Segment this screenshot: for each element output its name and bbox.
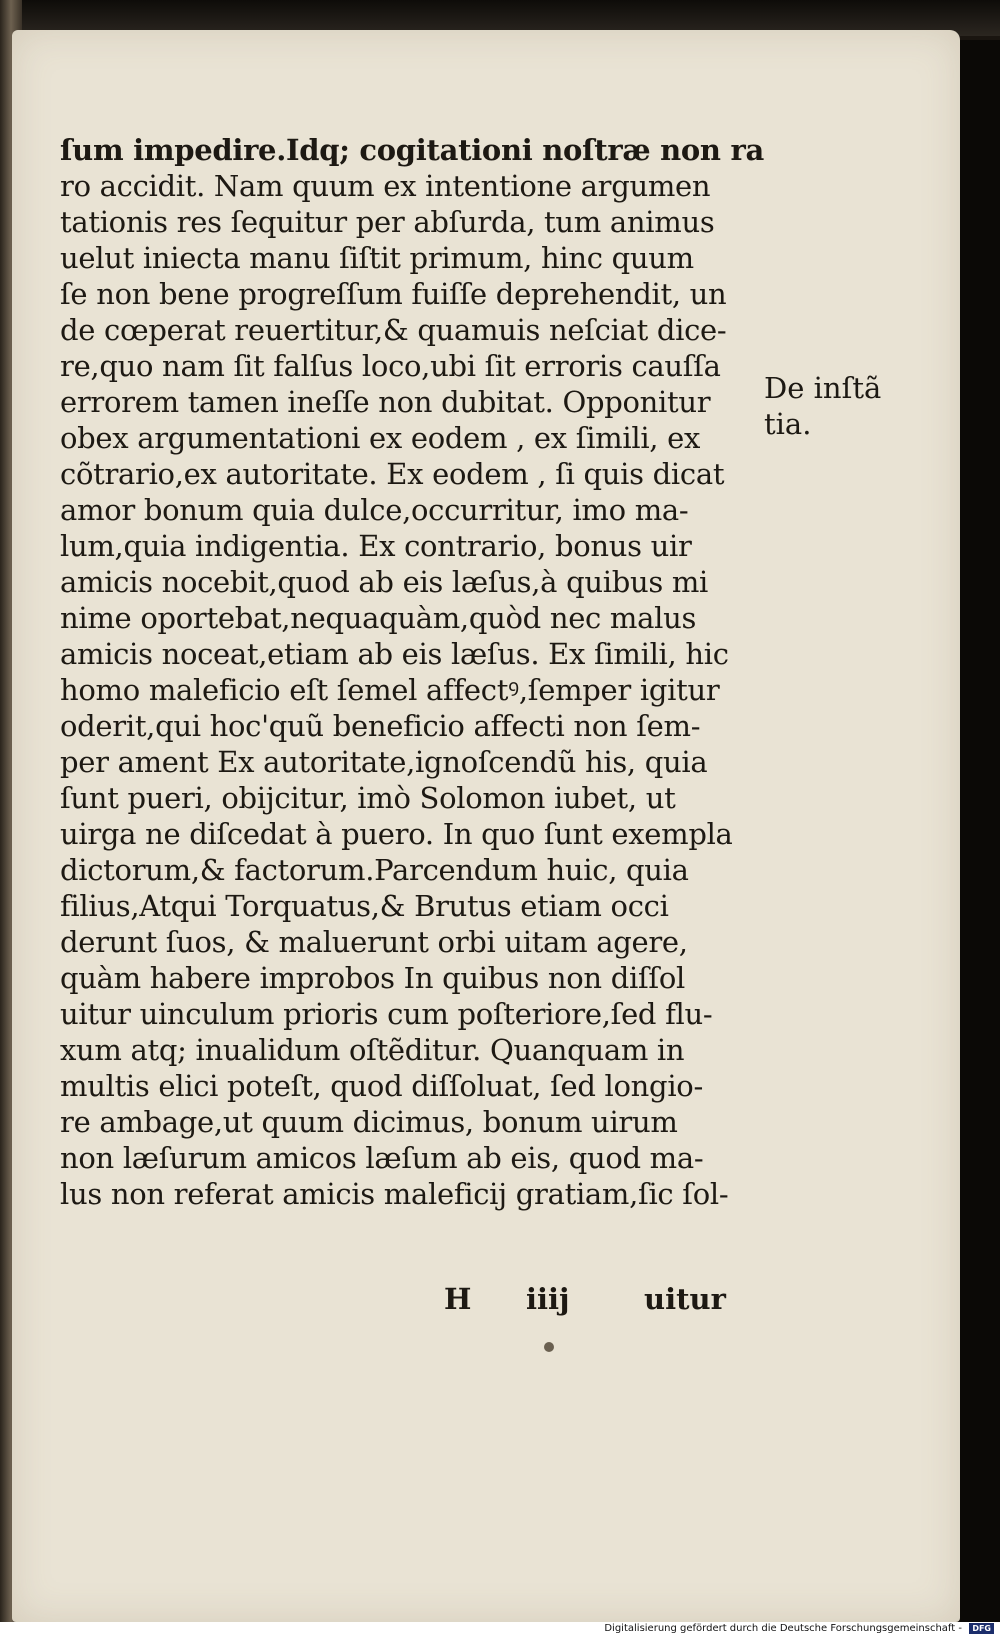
text-line: xum atq; inualidum oſtẽditur. Quanquam in [60, 1033, 685, 1067]
text-line: re ambage,ut quum dicimus, bonum uirum [60, 1105, 678, 1139]
text-line: amor bonum quia dulce,occurritur, imo ma- [60, 493, 689, 527]
text-line: ro accidit. Nam quum ex intentione argumen [60, 169, 711, 203]
margin-note-line: tia. [764, 407, 812, 441]
text-line: filius,Atqui Torquatus,& Brutus etiam occi [60, 889, 669, 923]
text-line: amicis nocebit,quod ab eis læſus,à quibus mi [60, 565, 709, 599]
text-line: uitur uinculum prioris cum poſteriore,ſed flu- [60, 997, 713, 1031]
text-line: homo maleficio eſt ſemel affectꝰ,ſemper igitur [60, 673, 720, 707]
signature-letter: H [444, 1282, 472, 1316]
text-line: per ament Ex autoritate,ignoſcendũ his, quia [60, 745, 708, 779]
text-line: obex argumentationi ex eodem , ex ſimili, ex [60, 421, 701, 455]
text-line: errorem tamen ineſſe non dubitat. Opponitur [60, 385, 711, 419]
signature-mark: iiij [526, 1282, 570, 1316]
text-line: ſum impedire.Idq; cogitationi noſtræ non ra [60, 133, 764, 167]
footer-bar [0, 1622, 1000, 1635]
scan-right-edge [960, 40, 1000, 1622]
text-line: ſunt pueri, obijcitur, imò Solomon iubet, ut [60, 781, 676, 815]
text-line: multis elici poteſt, quod diſſoluat, ſed longio- [60, 1069, 703, 1103]
catchword: uitur [644, 1282, 726, 1316]
text-line: quàm habere improbos In quibus non diſſol [60, 961, 685, 995]
text-line: tationis res ſequitur per abſurda, tum animus [60, 205, 715, 239]
text-line: amicis noceat,etiam ab eis læſus. Ex ſimili, hic [60, 637, 729, 671]
text-line: dictorum,& factorum.Parcendum huic, quia [60, 853, 689, 887]
text-line: re,quo nam ſit falſus loco,ubi ſit erroris cauſſa [60, 349, 721, 383]
text-line: oderit,qui hoc'quũ beneficio affecti non ſem- [60, 709, 701, 743]
dfg-logo-icon: DFG [969, 1623, 994, 1634]
text-line: uirga ne diſcedat à puero. In quo ſunt exempla [60, 817, 733, 851]
text-line: derunt ſuos, & maluerunt orbi uitam agere, [60, 925, 688, 959]
margin-note-line: De inſtã [764, 371, 882, 405]
text-line: non læſurum amicos læſum ab eis, quod ma- [60, 1141, 704, 1175]
text-line: uelut iniecta manu ſiſtit primum, hinc quum [60, 241, 694, 275]
text-line: lus non referat amicis maleficij gratiam,ſic ſol- [60, 1177, 729, 1211]
text-line: cõtrario,ex autoritate. Ex eodem , ſi quis dicat [60, 457, 725, 491]
page-dot-mark [544, 1342, 554, 1352]
footer-credit: Digitalisierung gefördert durch die Deutsche Forschungsgemeinschaft - [604, 1623, 962, 1634]
text-line: lum,quia indigentia. Ex contrario, bonus uir [60, 529, 692, 563]
text-line: de cœperat reuertitur,& quamuis neſciat dice- [60, 313, 727, 347]
book-page [12, 30, 960, 1622]
text-line: ſe non bene progreſſum fuiſſe deprehendit, un [60, 277, 727, 311]
text-line: nime oportebat,nequaquàm,quòd nec malus [60, 601, 697, 635]
